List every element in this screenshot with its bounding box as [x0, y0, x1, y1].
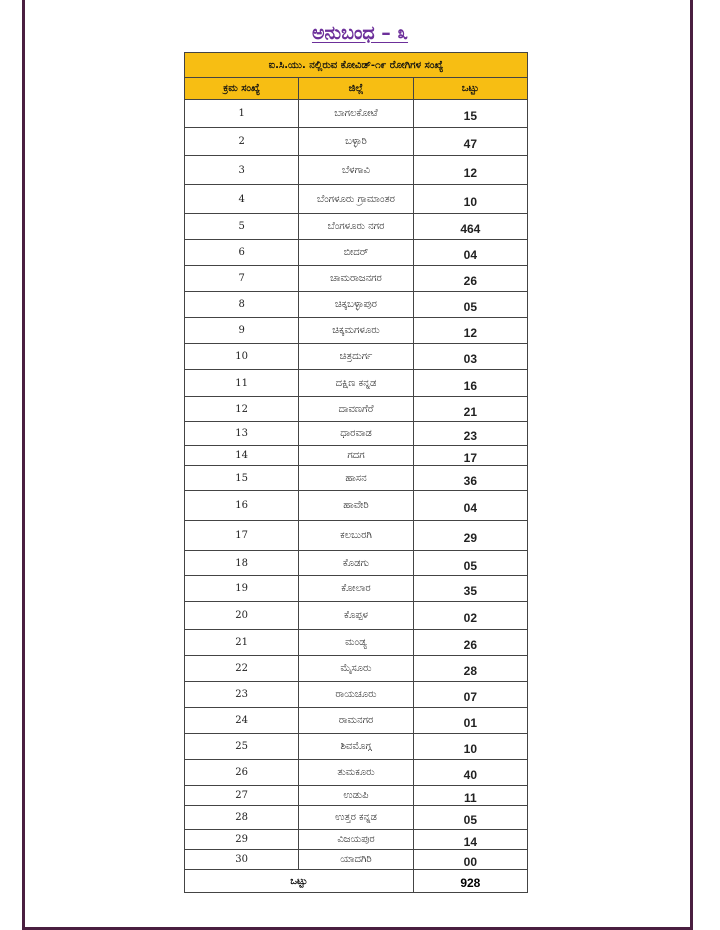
patient-count-cell: 00 [413, 850, 527, 870]
table-row [185, 156, 528, 185]
table-row [185, 830, 528, 850]
serial-number-cell: 9 [185, 318, 299, 344]
serial-number-cell: 6 [185, 240, 299, 266]
table-row [185, 734, 528, 760]
patient-count-cell: 01 [413, 708, 527, 734]
serial-number-cell: 18 [185, 551, 299, 576]
district-name-cell: ಉಡುಪಿ [299, 786, 413, 806]
table-row [185, 551, 528, 576]
icu-patients-table [184, 52, 528, 893]
table-row [185, 656, 528, 682]
serial-number-cell: 25 [185, 734, 299, 760]
annexure-title-text: ಅನುಬಂಧ – ೩ [311, 22, 409, 44]
patient-count-cell: 16 [413, 370, 527, 397]
table-row [185, 240, 528, 266]
patient-count-cell: 05 [413, 806, 527, 830]
patient-count-cell: 03 [413, 344, 527, 370]
patient-count-cell: 11 [413, 786, 527, 806]
district-name-cell: ಚಿಕ್ಕಮಗಳೂರು [299, 318, 413, 344]
district-name-cell: ಶಿವಮೊಗ್ಗ [299, 734, 413, 760]
patient-count-cell: 36 [413, 466, 527, 491]
district-name-cell: ಕೊಡಗು [299, 551, 413, 576]
patient-count-cell: 26 [413, 630, 527, 656]
serial-number-cell: 15 [185, 466, 299, 491]
serial-number-cell: 20 [185, 602, 299, 630]
patient-count-cell: 28 [413, 656, 527, 682]
patient-count-cell: 04 [413, 491, 527, 521]
table-row [185, 344, 528, 370]
serial-number-cell: 12 [185, 397, 299, 422]
serial-number-cell: 11 [185, 370, 299, 397]
serial-number-cell: 5 [185, 214, 299, 240]
table-row [185, 682, 528, 708]
serial-number-cell: 4 [185, 185, 299, 214]
table-row [185, 292, 528, 318]
patient-count-cell: 29 [413, 521, 527, 551]
table-row [185, 397, 528, 422]
patient-count-cell: 12 [413, 318, 527, 344]
header-serial: ಕ್ರಮ ಸಂಖ್ಯೆ [185, 78, 299, 100]
district-name-cell: ತುಮಕೂರು [299, 760, 413, 786]
district-name-cell: ರಾಮನಗರ [299, 708, 413, 734]
table-row [185, 100, 528, 128]
district-name-cell: ಚಿಕ್ಕಬಳ್ಳಾಪುರ [299, 292, 413, 318]
district-name-cell: ಚಿತ್ರದುರ್ಗ [299, 344, 413, 370]
header-total: ಒಟ್ಟು [413, 78, 527, 100]
patient-count-cell: 10 [413, 185, 527, 214]
patient-count-cell: 07 [413, 682, 527, 708]
serial-number-cell: 22 [185, 656, 299, 682]
patient-count-cell: 464 [413, 214, 527, 240]
district-name-cell: ಬಾಗಲಕೋಟೆ [299, 100, 413, 128]
district-name-cell: ಕಲಬುರಗಿ [299, 521, 413, 551]
serial-number-cell: 7 [185, 266, 299, 292]
district-name-cell: ಮೈಸೂರು [299, 656, 413, 682]
district-name-cell: ವಿಜಯಪುರ [299, 830, 413, 850]
table-caption-row [185, 53, 528, 78]
table-row [185, 128, 528, 156]
serial-number-cell: 24 [185, 708, 299, 734]
patient-count-cell: 17 [413, 446, 527, 466]
header-district: ಜಿಲ್ಲೆ [299, 78, 413, 100]
patient-count-cell: 12 [413, 156, 527, 185]
district-name-cell: ಬೆಂಗಳೂರು ಗ್ರಾಮಾಂತರ [299, 185, 413, 214]
district-name-cell: ಗದಗ [299, 446, 413, 466]
district-name-cell: ಹಾಸನ [299, 466, 413, 491]
patient-count-cell: 26 [413, 266, 527, 292]
district-name-cell: ಬೆಳಗಾವಿ [299, 156, 413, 185]
serial-number-cell: 23 [185, 682, 299, 708]
district-name-cell: ದಾವಣಗೆರೆ [299, 397, 413, 422]
table-row [185, 521, 528, 551]
serial-number-cell: 19 [185, 576, 299, 602]
serial-number-cell: 10 [185, 344, 299, 370]
district-name-cell: ರಾಯಚೂರು [299, 682, 413, 708]
patient-count-cell: 21 [413, 397, 527, 422]
table-row [185, 422, 528, 446]
table-row [185, 850, 528, 870]
table-row [185, 491, 528, 521]
district-name-cell: ಮಂಡ್ಯ [299, 630, 413, 656]
table-header-row [185, 78, 528, 100]
table-row [185, 266, 528, 292]
total-row [185, 870, 528, 893]
district-name-cell: ಕೋಲಾರ [299, 576, 413, 602]
patient-count-cell: 04 [413, 240, 527, 266]
serial-number-cell: 8 [185, 292, 299, 318]
district-name-cell: ಧಾರವಾಡ [299, 422, 413, 446]
table-row [185, 602, 528, 630]
table-row [185, 576, 528, 602]
table-row [185, 318, 528, 344]
table-row [185, 185, 528, 214]
serial-number-cell: 17 [185, 521, 299, 551]
serial-number-cell: 30 [185, 850, 299, 870]
district-name-cell: ಯಾದಗಿರಿ [299, 850, 413, 870]
district-name-cell: ಕೊಪ್ಪಳ [299, 602, 413, 630]
table-row [185, 708, 528, 734]
table-body [185, 100, 528, 870]
table-row [185, 466, 528, 491]
district-name-cell: ಬೆಂಗಳೂರು ನಗರ [299, 214, 413, 240]
serial-number-cell: 21 [185, 630, 299, 656]
patient-count-cell: 14 [413, 830, 527, 850]
patient-count-cell: 35 [413, 576, 527, 602]
serial-number-cell: 14 [185, 446, 299, 466]
serial-number-cell: 13 [185, 422, 299, 446]
total-value: 928 [413, 870, 527, 893]
patient-count-cell: 05 [413, 551, 527, 576]
serial-number-cell: 28 [185, 806, 299, 830]
district-name-cell: ಬಳ್ಳಾರಿ [299, 128, 413, 156]
table-caption: ಐ.ಸಿ.ಯು. ನಲ್ಲಿರುವ ಕೋವಿಡ್-೧೯ ರೋಗಿಗಳ ಸಂಖ್ಯೆ [185, 53, 528, 78]
annexure-title [0, 22, 720, 44]
serial-number-cell: 1 [185, 100, 299, 128]
table-row [185, 214, 528, 240]
district-name-cell: ಚಾಮರಾಜನಗರ [299, 266, 413, 292]
patient-count-cell: 02 [413, 602, 527, 630]
serial-number-cell: 3 [185, 156, 299, 185]
district-name-cell: ಹಾವೇರಿ [299, 491, 413, 521]
serial-number-cell: 16 [185, 491, 299, 521]
district-name-cell: ಬೀದರ್ [299, 240, 413, 266]
table-row [185, 630, 528, 656]
patient-count-cell: 05 [413, 292, 527, 318]
table-row [185, 446, 528, 466]
serial-number-cell: 2 [185, 128, 299, 156]
patient-count-cell: 10 [413, 734, 527, 760]
table-row [185, 786, 528, 806]
serial-number-cell: 29 [185, 830, 299, 850]
patient-count-cell: 47 [413, 128, 527, 156]
district-name-cell: ದಕ್ಷಿಣ ಕನ್ನಡ [299, 370, 413, 397]
district-name-cell: ಉತ್ತರ ಕನ್ನಡ [299, 806, 413, 830]
total-label: ಒಟ್ಟು [185, 870, 414, 893]
table-row [185, 370, 528, 397]
serial-number-cell: 26 [185, 760, 299, 786]
serial-number-cell: 27 [185, 786, 299, 806]
patient-count-cell: 23 [413, 422, 527, 446]
table-row [185, 806, 528, 830]
patient-count-cell: 15 [413, 100, 527, 128]
patient-count-cell: 40 [413, 760, 527, 786]
table-row [185, 760, 528, 786]
